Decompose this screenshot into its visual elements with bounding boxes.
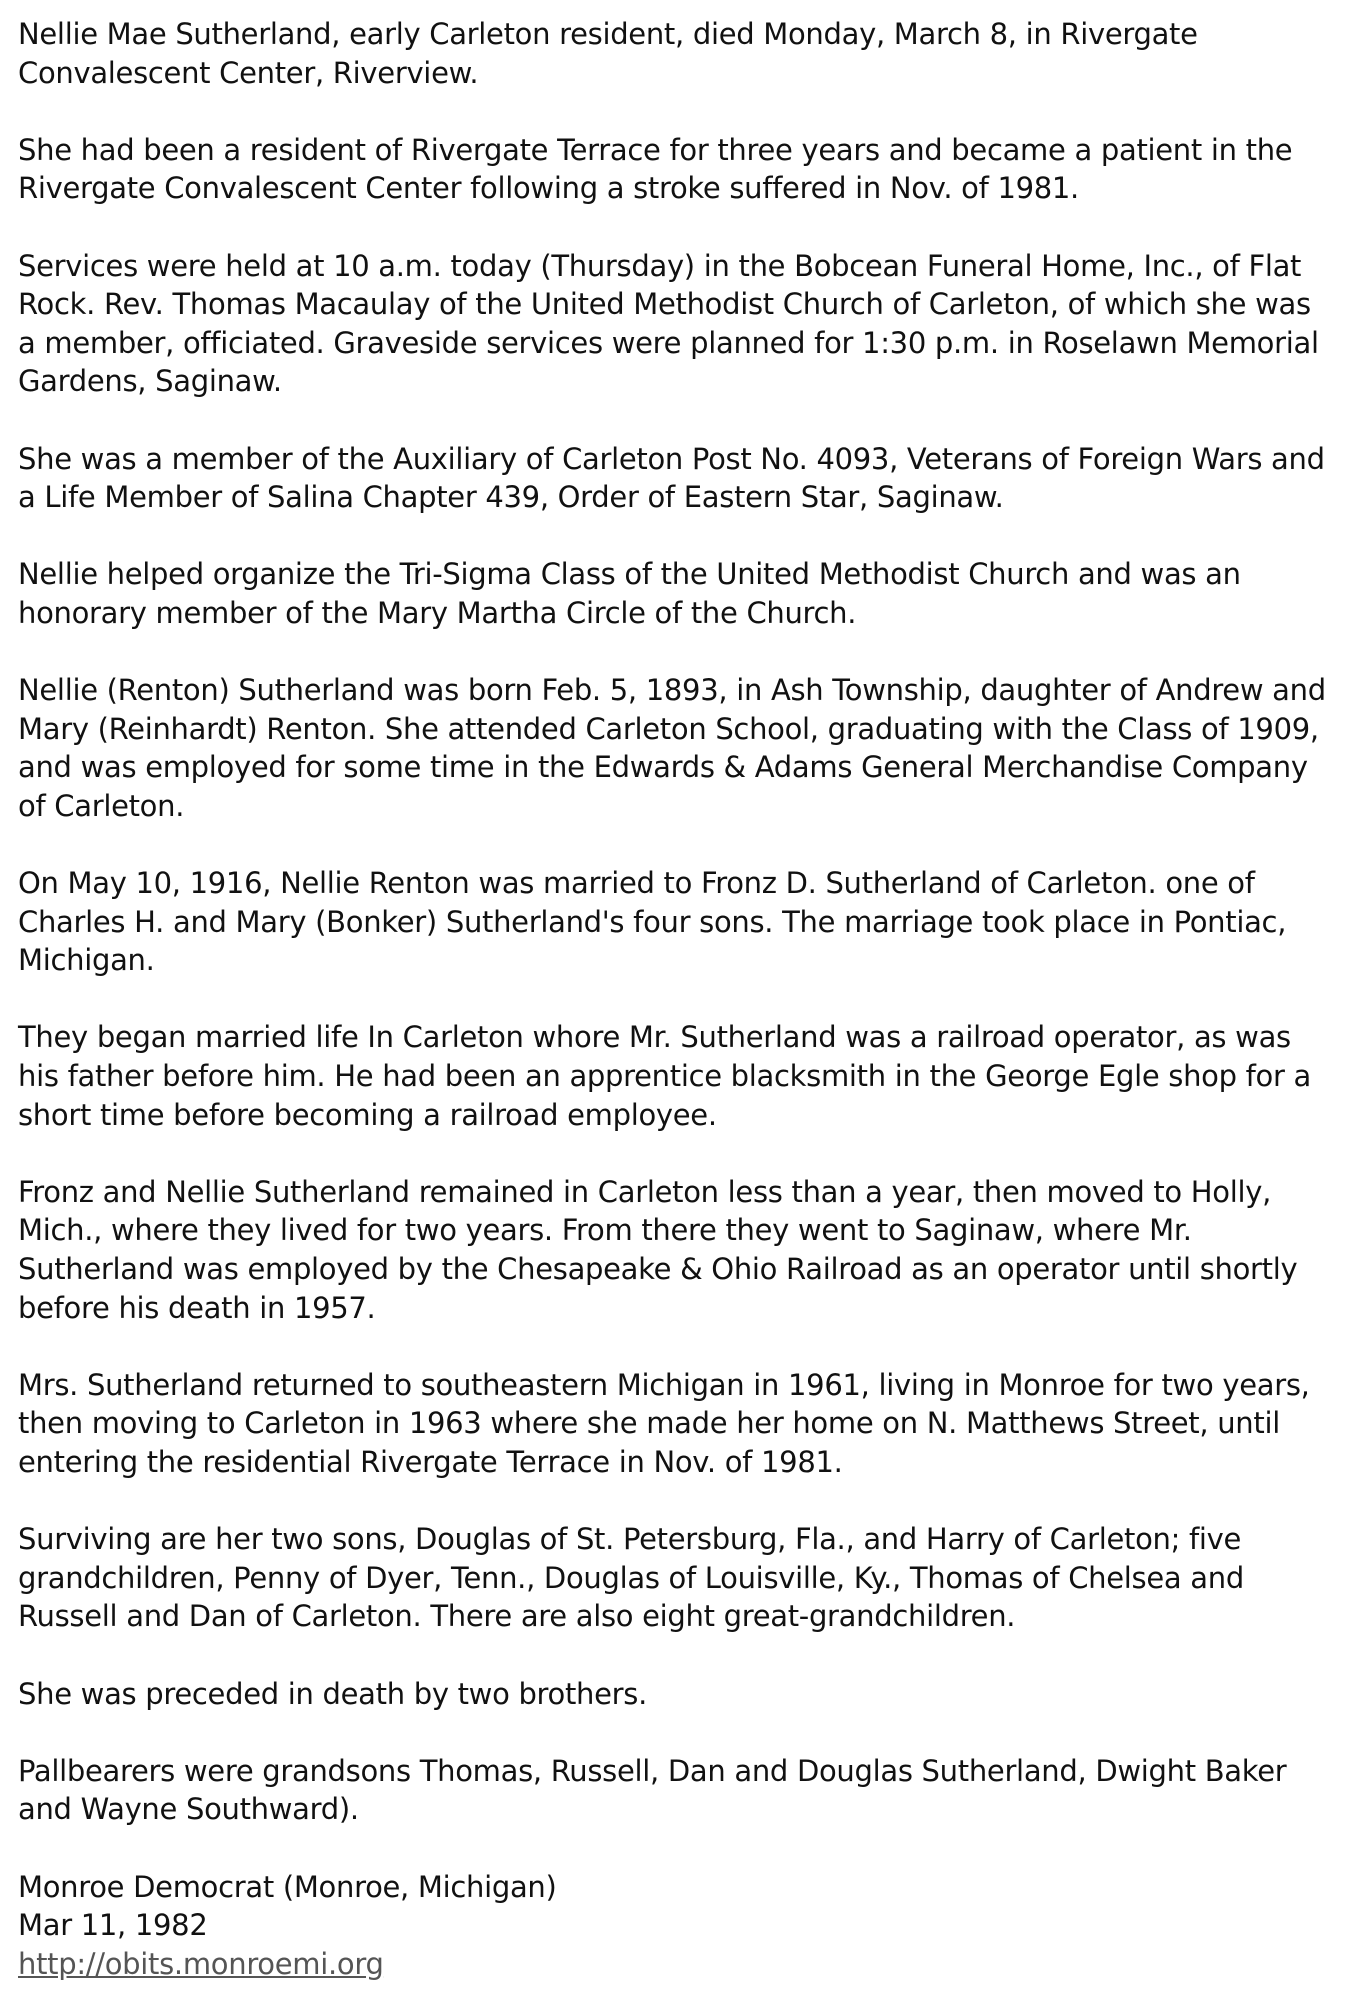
paragraph-married-life: They began married life In Carleton whore Mr. Sutherland was a railroad operator, as was his father before him. He had been an apprentice blacksmith in the George Egle shop for a short time before becoming a railroad employee. — [18, 1020, 1312, 1132]
paragraph-death-notice: Nellie Mae Sutherland, early Carleton resident, died Monday, March 8, in Rivergate Convalescent Center, Riverview. — [18, 17, 1198, 90]
paragraph-survivors: Surviving are her two sons, Douglas of St. Petersburg, Fla., and Harry of Carleton; five grandchildren, Penny of Dyer, Tenn., Douglas of Louisville, Ky., Thomas of Chelsea and Russell and Dan of Carleton. There are also eight great-grandchildren. — [18, 1522, 1244, 1634]
paragraph-services: Services were held at 10 a.m. today (Thursday) in the Bobcean Funeral Home, Inc., of Flat Rock. Rev. Thomas Macaulay of the United Methodist Church of Carleton, of which she was a member, officiated. Graveside services were planned for 1:30 p.m. in Roselawn Memorial Gardens, Saginaw. — [18, 248, 1319, 399]
paragraph-preceded-in-death: She was preceded in death by two brothers. — [18, 1676, 648, 1711]
paragraph-pallbearers: Pallbearers were grandsons Thomas, Russell, Dan and Douglas Sutherland, Dwight Baker and Wayne Southward). — [18, 1753, 1287, 1827]
source-publication: Monroe Democrat (Monroe, Michigan) — [18, 1869, 557, 1904]
source-link[interactable]: http://obits.monroemi.org — [18, 1946, 384, 1981]
paragraph-moves: Fronz and Nellie Sutherland remained in Carleton less than a year, then moved to Holly, Mich., where they lived for two years. From there they went to Saginaw, where Mr. Sutherland was employed by the Chesapeake & Ohio Railroad as an operator until shortly before his death in 1957. — [18, 1174, 1298, 1325]
source-citation — [18, 1868, 1328, 1984]
paragraph-return-to-michigan: Mrs. Sutherland returned to southeastern Michigan in 1961, living in Monroe for two years, then moving to Carleton in 1963 where she made her home on N. Matthews Street, until entering the residential Rivergate Terrace in Nov. of 1981. — [18, 1367, 1310, 1479]
paragraph-church-activities: Nellie helped organize the Tri-Sigma Class of the United Methodist Church and was an honorary member of the Mary Martha Circle of the Church. — [18, 557, 1241, 630]
paragraph-marriage: On May 10, 1916, Nellie Renton was married to Fronz D. Sutherland of Carleton. one of Charles H. and Mary (Bonker) Sutherland's four sons. The marriage took place in Pontiac, Michigan. — [18, 866, 1287, 978]
source-date: Mar 11, 1982 — [18, 1908, 208, 1943]
paragraph-residence: She had been a resident of Rivergate Terrace for three years and became a patient in the Rivergate Convalescent Center following a stroke suffered in Nov. of 1981. — [18, 132, 1293, 206]
obituary-document — [18, 15, 1328, 1983]
paragraph-birth-education: Nellie (Renton) Sutherland was born Feb. 5, 1893, in Ash Township, daughter of Andrew and Mary (Reinhardt) Renton. She attended Carleton School, graduating with the Class of 1909, and was employed for some time in the Edwards & Adams General Merchandise Company of Carleton. — [18, 673, 1326, 823]
paragraph-memberships: She was a member of the Auxiliary of Carleton Post No. 4093, Veterans of Foreign Wars and a Life Member of Salina Chapter 439, Order of Eastern Star, Saginaw. — [18, 441, 1325, 515]
